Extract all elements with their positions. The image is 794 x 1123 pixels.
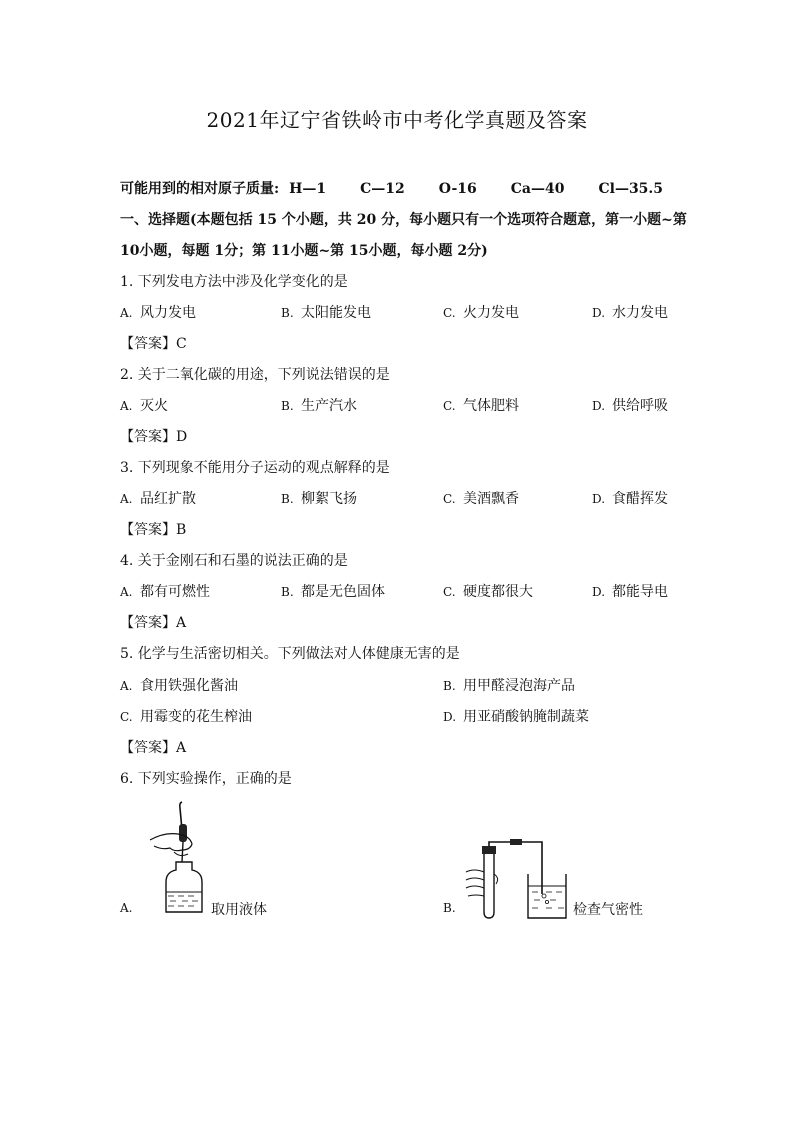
page-title: 2021年辽宁省铁岭市中考化学真题及答案: [206, 108, 588, 132]
option-a[interactable]: [120, 395, 168, 415]
option-text: 美酒飘香: [463, 491, 519, 507]
question-stem: 2. 关于二氧化碳的用途，下列说法错误的是: [120, 367, 390, 383]
option-text: 都有可燃性: [140, 584, 210, 600]
option-text: 火力发电: [463, 305, 519, 321]
option-letter: C.: [443, 492, 456, 506]
option-text: 用甲醛浸泡海产品: [463, 678, 575, 694]
option-d[interactable]: [592, 395, 668, 415]
option-b[interactable]: [281, 395, 357, 415]
option-d[interactable]: [592, 581, 668, 601]
caption-b: 检查气密性: [573, 902, 643, 918]
option-letter: B.: [443, 679, 456, 693]
option-letter: C.: [443, 585, 456, 599]
option-text: 灭火: [140, 398, 168, 414]
option-text: 柳絮飞扬: [301, 491, 357, 507]
option-letter: A.: [120, 492, 133, 506]
option-c[interactable]: [443, 488, 519, 508]
option-letter: B.: [281, 492, 294, 506]
option-letter: C.: [120, 710, 133, 724]
option-text: 食用铁强化酱油: [140, 678, 238, 694]
option-text: 都是无色固体: [301, 584, 385, 600]
option-letter: C.: [443, 306, 456, 320]
atomic-mass-label: 可能用到的相对原子质量:: [120, 181, 280, 197]
option-a[interactable]: [120, 581, 210, 601]
option-text: 都能导电: [612, 584, 668, 600]
option-text: 用亚硝酸钠腌制蔬菜: [463, 709, 589, 725]
option-text: 太阳能发电: [301, 305, 371, 321]
dropper-liquid-figure: [144, 800, 214, 918]
section-heading-line2: 10小题，每题 1分；第 11小题~第 15小题，每小题 2分): [120, 243, 488, 259]
caption-a: 取用液体: [211, 902, 267, 918]
section-heading-line1: 一、选择题(本题包括 15 个小题，共 20 分，每小题只有一个选项符合题意，第一小题~第: [120, 212, 687, 228]
option-letter: D.: [443, 710, 457, 724]
option-letter: D.: [592, 399, 606, 413]
option-letter: B.: [281, 585, 294, 599]
option-a[interactable]: [120, 302, 196, 322]
option-text: 硬度都很大: [463, 584, 533, 600]
option-c[interactable]: [443, 581, 533, 601]
option-letter: B.: [281, 306, 294, 320]
option-text: 气体肥料: [463, 398, 519, 414]
option-a[interactable]: [120, 488, 196, 508]
question-stem: 6. 下列实验操作，正确的是: [120, 771, 292, 787]
atomic-mass-o: O-16: [438, 181, 477, 197]
option-b[interactable]: [443, 900, 463, 916]
option-letter: A.: [120, 585, 133, 599]
answer-line: 【答案】A: [120, 615, 187, 631]
option-letter: B.: [281, 399, 294, 413]
option-text: 水力发电: [612, 305, 668, 321]
option-text: 用霉变的花生榨油: [140, 709, 252, 725]
option-text: 食醋挥发: [612, 491, 668, 507]
answer-line: 【答案】A: [120, 740, 187, 756]
atomic-mass-h: H—1: [289, 181, 327, 197]
option-letter: D.: [592, 585, 606, 599]
atomic-mass-cl: Cl—35.5: [598, 181, 664, 197]
option-a[interactable]: [120, 675, 238, 695]
option-letter: D.: [592, 492, 606, 506]
option-b[interactable]: [281, 581, 385, 601]
option-letter: A.: [120, 901, 133, 915]
option-text: 供给呼吸: [612, 398, 668, 414]
question-stem: 5. 化学与生活密切相关。下列做法对人体健康无害的是: [120, 646, 460, 662]
answer-line: 【答案】B: [120, 522, 187, 538]
option-d[interactable]: [592, 488, 668, 508]
option-text: 品红扩散: [140, 491, 196, 507]
option-letter: A.: [120, 306, 133, 320]
option-c[interactable]: [120, 706, 252, 726]
question-stem: 4. 关于金刚石和石墨的说法正确的是: [120, 553, 348, 569]
option-d[interactable]: [592, 302, 668, 322]
option-d[interactable]: [443, 706, 589, 726]
answer-line: 【答案】C: [120, 336, 187, 352]
answer-line: 【答案】D: [120, 429, 188, 445]
option-text: 风力发电: [140, 305, 196, 321]
option-a[interactable]: [120, 900, 140, 916]
option-letter: C.: [443, 399, 456, 413]
atomic-mass-ca: Ca—40: [510, 181, 565, 197]
question-stem: 1. 下列发电方法中涉及化学变化的是: [120, 274, 348, 290]
atomic-mass-c: C—12: [360, 181, 405, 197]
option-c[interactable]: [443, 395, 519, 415]
question-stem: 3. 下列现象不能用分子运动的观点解释的是: [120, 460, 390, 476]
option-b[interactable]: [443, 675, 575, 695]
option-text: 生产汽水: [301, 398, 357, 414]
option-b[interactable]: [281, 488, 357, 508]
option-letter: D.: [592, 306, 606, 320]
option-letter: B.: [443, 901, 456, 915]
option-b[interactable]: [281, 302, 371, 322]
airtightness-figure: [462, 838, 572, 920]
option-letter: A.: [120, 679, 133, 693]
option-c[interactable]: [443, 302, 519, 322]
atomic-mass-line: [120, 178, 697, 198]
option-letter: A.: [120, 399, 133, 413]
